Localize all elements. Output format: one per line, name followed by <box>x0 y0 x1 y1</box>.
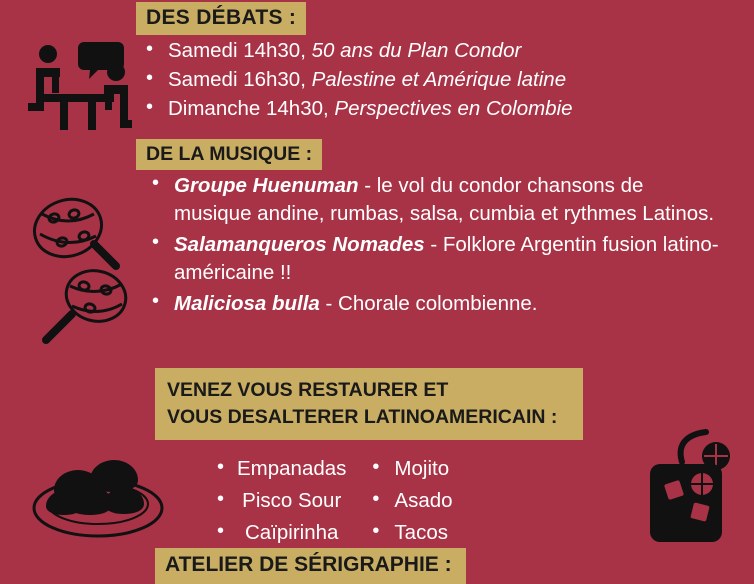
musique-list <box>140 172 720 322</box>
band-name-2: Salamanqueros Nomades <box>174 233 425 256</box>
band-name-1: Groupe Huenuman <box>174 174 359 197</box>
band-desc-1: - le vol du condor chansons de musique andine, rumbas, salsa, cumbia et rythmes Latinos. <box>174 174 715 225</box>
food-column-left <box>215 453 346 549</box>
food-column-right <box>372 453 452 549</box>
restauration-line-1: VENEZ VOUS RESTAURER ET <box>167 379 449 401</box>
debat-time-1: Samedi 14h30, <box>168 39 312 62</box>
debate-people-icon <box>20 40 132 137</box>
debat-title-1: 50 ans du Plan Condor <box>311 39 522 62</box>
debat-title-3: Perspectives en Colombie <box>334 97 573 120</box>
list-item <box>140 65 710 94</box>
section-heading-restauration <box>155 368 583 440</box>
debat-title-2: Palestine et Amérique latine <box>311 68 567 91</box>
cocktail-glass-icon <box>636 428 740 553</box>
list-item: • Empanadas <box>215 453 346 485</box>
section-heading-musique <box>136 139 322 170</box>
list-item: • Tacos <box>372 517 452 549</box>
section-heading-atelier: ATELIER DE SÉRIGRAPHIE : <box>155 548 466 584</box>
debat-time-2: Samedi 16h30, <box>168 68 312 91</box>
debats-heading-label: DES DÉBATS : <box>136 2 306 35</box>
debat-time-3: Dimanche 14h30, <box>168 97 335 120</box>
list-item: • Asado <box>372 485 452 517</box>
maracas-icon <box>22 186 134 359</box>
band-desc-2: - Folklore Argentin fusion latino-américaine !! <box>174 233 719 284</box>
band-name-3: Maliciosa bulla <box>174 292 320 315</box>
list-item: • Mojito <box>372 453 452 485</box>
restauration-line-2: VOUS DESALTERER LATINOAMERICAIN : <box>167 406 558 428</box>
list-item <box>140 36 710 65</box>
empanadas-plate-icon <box>28 446 168 547</box>
list-item <box>140 231 720 286</box>
section-heading-debats <box>136 2 306 35</box>
debats-list <box>140 36 710 123</box>
food-columns <box>215 453 453 549</box>
list-item: • Caïpirinha <box>215 517 346 549</box>
musique-heading-label: DE LA MUSIQUE : <box>136 139 322 170</box>
list-item <box>140 94 710 123</box>
list-item <box>140 290 720 318</box>
list-item <box>140 172 720 227</box>
band-desc-3: - Chorale colombienne. <box>319 292 538 315</box>
list-item: • Pisco Sour <box>215 485 346 517</box>
